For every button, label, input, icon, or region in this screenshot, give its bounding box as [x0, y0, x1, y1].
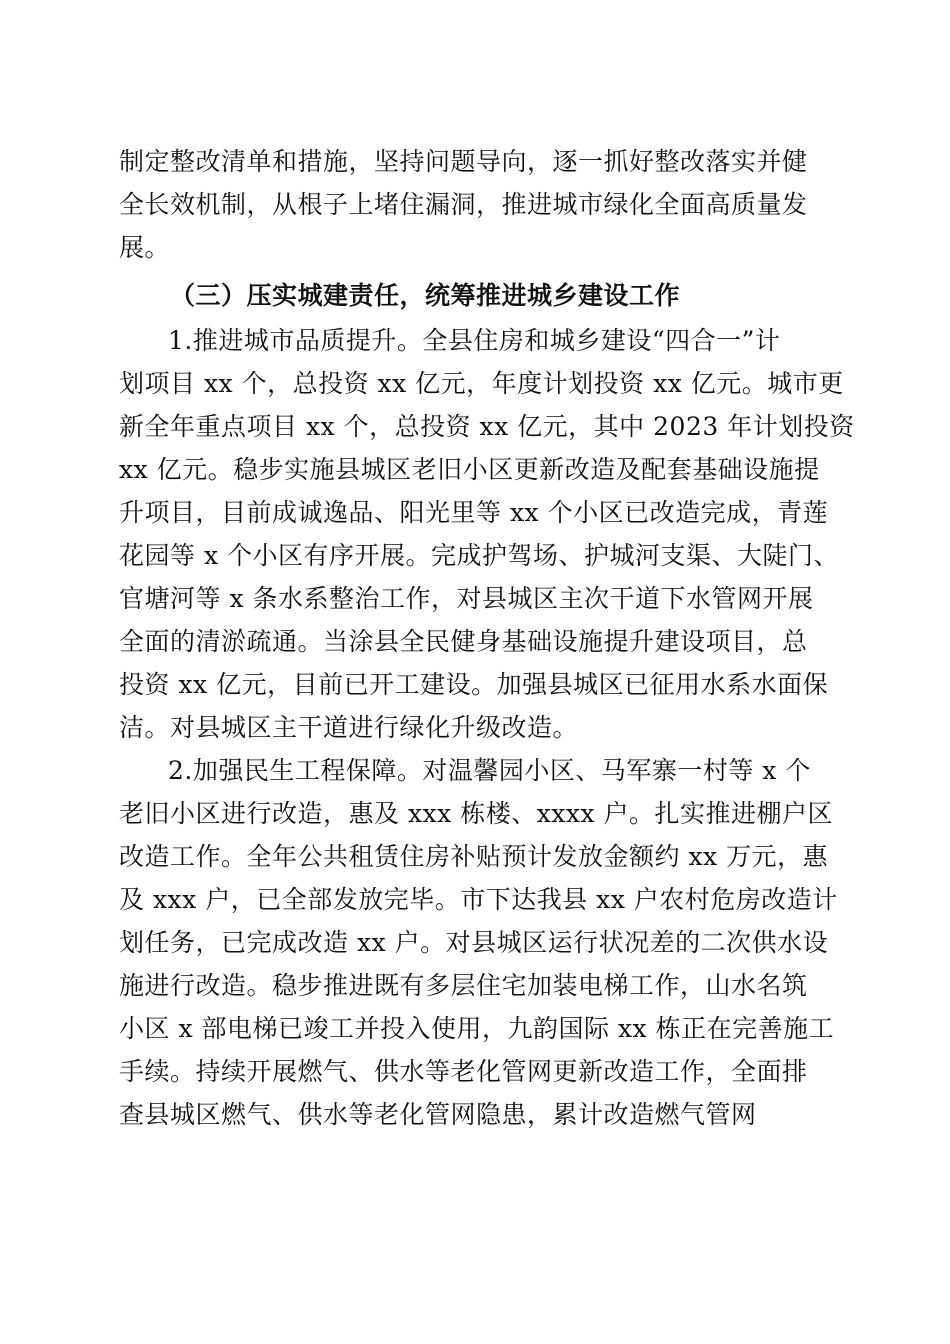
text-line: 官塘河等 x 条水系整治工作，对县城区主次干道下水管网开展 [119, 584, 814, 613]
text-line: 手续。持续开展燃气、供水等老化管网更新改造工作，全面排 [119, 1057, 808, 1086]
text-line: 洁。对县城区主干道进行绿化升级改造。 [119, 713, 579, 742]
text-line: 划任务，已完成改造 xx 户。对县城区运行状况差的二次供水设 [119, 928, 829, 957]
text-line: 老旧小区进行改造，惠及 xxx 栋楼、xxxx 户。扎实推进棚户区 [119, 799, 834, 828]
text-line: 1.推进城市品质提升。全县住房和城乡建设“四合一”计 [168, 326, 781, 355]
text-line: 投资 xx 亿元，目前已开工建设。加强县城区已征用水系水面保 [119, 670, 829, 699]
text-line: 新全年重点项目 xx 个，总投资 xx 亿元，其中 2023 年计划投资 [119, 412, 855, 441]
text-line: 及 xxx 户，已全部发放完毕。市下达我县 xx 户农村危房改造计 [119, 885, 838, 914]
text-line: 展。 [119, 233, 171, 262]
text-line: 2.加强民生工程保障。对温馨园小区、马军寨一村等 x 个 [168, 756, 811, 785]
text-line: 升项目，目前成诚逸品、阳光里等 xx 个小区已改造完成，青莲 [119, 498, 829, 527]
text-line: 花园等 x 个小区有序开展。完成护驾场、护城河支渠、大陡门、 [119, 541, 839, 570]
text-line: 全长效机制，从根子上堵住漏洞，推进城市绿化全面高质量发 [119, 190, 808, 219]
text-line: 制定整改清单和措施，坚持问题导向，逐一抓好整改落实并健 [119, 147, 808, 176]
text-line: 施进行改造。稳步推进既有多层住宅加装电梯工作，山水名筑 [119, 971, 808, 1000]
section-heading: （三）压实城建责任，统筹推进城乡建设工作 [170, 281, 681, 310]
text-line: 改造工作。全年公共租赁住房补贴预计发放金额约 xx 万元，惠 [119, 842, 829, 871]
text-line: xx 亿元。稳步实施县城区老旧小区更新改造及配套基础设施提 [119, 455, 820, 484]
text-line: 小区 x 部电梯已竣工并投入使用，九韵国际 xx 栋正在完善施工 [119, 1014, 835, 1043]
text-line: 查县城区燃气、供水等老化管网隐患，累计改造燃气管网 [119, 1100, 757, 1129]
text-line: 划项目 xx 个，总投资 xx 亿元，年度计划投资 xx 亿元。城市更 [119, 369, 844, 398]
text-line: 全面的清淤疏通。当涂县全民健身基础设施提升建设项目，总 [119, 627, 808, 656]
